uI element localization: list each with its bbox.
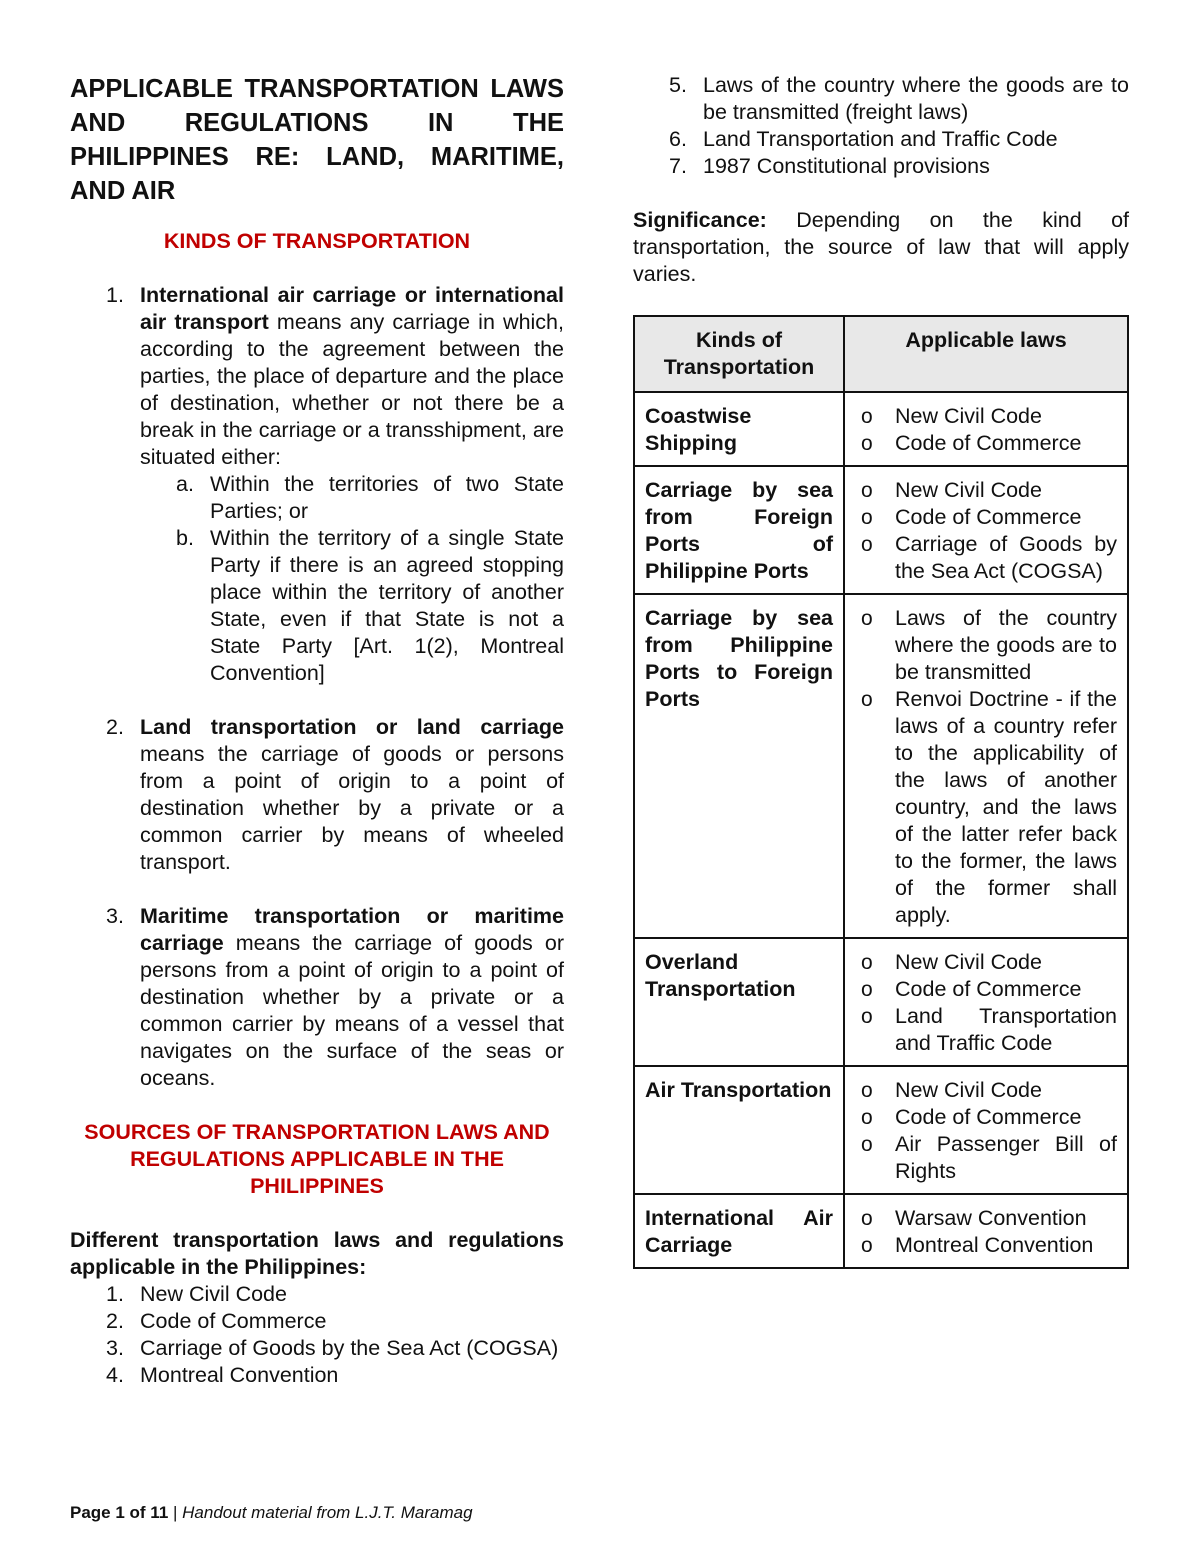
header-laws: Applicable laws xyxy=(844,316,1128,392)
source-number: 7. xyxy=(669,154,687,178)
kind-cell: Air Transportation xyxy=(634,1066,844,1194)
kind-number: 2. xyxy=(106,715,124,739)
source-item xyxy=(633,153,1129,180)
table-row xyxy=(634,1194,1128,1268)
table-row xyxy=(634,466,1128,594)
laws-cell xyxy=(844,594,1128,938)
kind-item-2 xyxy=(70,714,564,876)
table-row xyxy=(634,1066,1128,1194)
right-column xyxy=(633,72,1129,1269)
kind-subitem-b xyxy=(140,525,564,687)
source-number: 3. xyxy=(106,1336,124,1360)
significance-paragraph xyxy=(633,207,1129,288)
footer-separator: | xyxy=(168,1503,183,1522)
source-number: 2. xyxy=(106,1309,124,1333)
law-item: o Montreal Convention xyxy=(855,1232,1117,1259)
significance-text: Depending on the kind of transportation, the source of law that will apply varies. xyxy=(633,208,1129,286)
table-header-row xyxy=(634,316,1128,392)
kind-cell: Overland Transportation xyxy=(634,938,844,1066)
kind-cell: Carriage by sea from Philippine Ports to Foreign Ports xyxy=(634,594,844,938)
source-number: 1. xyxy=(106,1282,124,1306)
left-column xyxy=(70,72,564,1389)
kind-text: means any carriage in which, according to the agreement between the parties, the place of departure and the place of destination, whether or not there be a break in the carriage or a transshipment, are situated either: xyxy=(140,310,564,469)
source-item xyxy=(70,1335,564,1362)
law-item: o Warsaw Convention xyxy=(855,1205,1117,1232)
page-footer xyxy=(70,1503,473,1523)
kind-number: 1. xyxy=(106,283,124,307)
kind-term: Maritime transportation or maritime carriage xyxy=(140,904,564,955)
law-item: o New Civil Code xyxy=(855,477,1117,504)
law-item: o New Civil Code xyxy=(855,949,1117,976)
law-item: o Code of Commerce xyxy=(855,504,1117,531)
source-text: Code of Commerce xyxy=(140,1309,327,1333)
kind-term: International air carriage or international air transport xyxy=(140,283,564,334)
source-item xyxy=(70,1362,564,1389)
law-item: o New Civil Code xyxy=(855,1077,1117,1104)
source-text: Montreal Convention xyxy=(140,1363,339,1387)
law-item: o Renvoi Doctrine - if the laws of a country refer to the applicability of the laws of another country, and the laws of the latter refer back to the former, the laws of the former shall apply. xyxy=(855,686,1117,929)
kind-term: Land transportation or land carriage xyxy=(140,715,564,739)
sources-list-part2 xyxy=(633,72,1129,180)
footer-note: Handout material from L.J.T. Maramag xyxy=(182,1503,473,1522)
sources-heading: SOURCES OF TRANSPORTATION LAWS AND REGULATIONS APPLICABLE IN THE PHILIPPINES xyxy=(84,1120,550,1198)
page-title: APPLICABLE TRANSPORTATION LAWS AND REGULATIONS IN THE PHILIPPINES RE: LAND, MARITIME, AND AIR xyxy=(70,75,564,205)
laws-cell xyxy=(844,392,1128,466)
sub-text: Within the territories of two State Parties; or xyxy=(210,472,564,523)
laws-cell xyxy=(844,1066,1128,1194)
law-item: o Code of Commerce xyxy=(855,1104,1117,1131)
kind-cell: Carriage by sea from Foreign Ports of Philippine Ports xyxy=(634,466,844,594)
law-item: o Code of Commerce xyxy=(855,430,1117,457)
table-row xyxy=(634,938,1128,1066)
law-item: o Air Passenger Bill of Rights xyxy=(855,1131,1117,1185)
law-item: o Land Transportation and Traffic Code xyxy=(855,1003,1117,1057)
law-item: o Carriage of Goods by the Sea Act (COGSA) xyxy=(855,531,1117,585)
table-row xyxy=(634,594,1128,938)
sources-list-part1 xyxy=(70,1281,564,1389)
source-item xyxy=(633,126,1129,153)
kind-cell: International Air Carriage xyxy=(634,1194,844,1268)
law-item: o Code of Commerce xyxy=(855,976,1117,1003)
kinds-heading: KINDS OF TRANSPORTATION xyxy=(163,229,471,253)
source-text: Carriage of Goods by the Sea Act (COGSA) xyxy=(140,1336,559,1360)
kind-sublist xyxy=(140,471,564,687)
source-number: 6. xyxy=(669,127,687,151)
source-text: New Civil Code xyxy=(140,1282,287,1306)
transport-laws-table xyxy=(633,315,1129,1269)
laws-cell xyxy=(844,1194,1128,1268)
source-number: 4. xyxy=(106,1363,124,1387)
page-number: Page 1 of 11 xyxy=(70,1503,169,1522)
law-item: o Laws of the country where the goods are to be transmitted xyxy=(855,605,1117,686)
source-text: Land Transportation and Traffic Code xyxy=(703,127,1058,151)
kind-item-1 xyxy=(70,282,564,687)
sub-letter: b. xyxy=(176,526,194,550)
sub-text: Within the territory of a single State Party if there is an agreed stopping place within the territory of another State, even if that State is not a State Party [Art. 1(2), Montreal Convention] xyxy=(210,526,564,685)
kind-subitem-a xyxy=(140,471,564,525)
kind-text: means the carriage of goods or persons from a point of origin to a point of destination whether by a private or a common carrier by means of a vessel that navigates on the surface of the seas or oceans. xyxy=(140,931,564,1090)
significance-label: Significance: xyxy=(633,208,767,232)
laws-cell xyxy=(844,466,1128,594)
spacer xyxy=(70,876,564,903)
source-text: Laws of the country where the goods are to be transmitted (freight laws) xyxy=(703,73,1129,124)
kind-number: 3. xyxy=(106,904,124,928)
source-text: 1987 Constitutional provisions xyxy=(703,154,990,178)
laws-cell xyxy=(844,938,1128,1066)
kind-text: means the carriage of goods or persons from a point of origin to a point of destination whether by a private or a common carrier by means of wheeled transport. xyxy=(140,742,564,874)
source-item xyxy=(70,1281,564,1308)
kind-cell: Coastwise Shipping xyxy=(634,392,844,466)
source-item xyxy=(633,72,1129,126)
sources-intro: Different transportation laws and regulations applicable in the Philippines: xyxy=(70,1228,564,1279)
source-item xyxy=(70,1308,564,1335)
table-row xyxy=(634,392,1128,466)
kinds-list xyxy=(70,282,564,1092)
kind-item-3 xyxy=(70,903,564,1092)
law-item: o New Civil Code xyxy=(855,403,1117,430)
spacer xyxy=(70,687,564,714)
header-kinds: Kinds of Transportation xyxy=(634,316,844,392)
source-number: 5. xyxy=(669,73,687,97)
sub-letter: a. xyxy=(176,472,194,496)
